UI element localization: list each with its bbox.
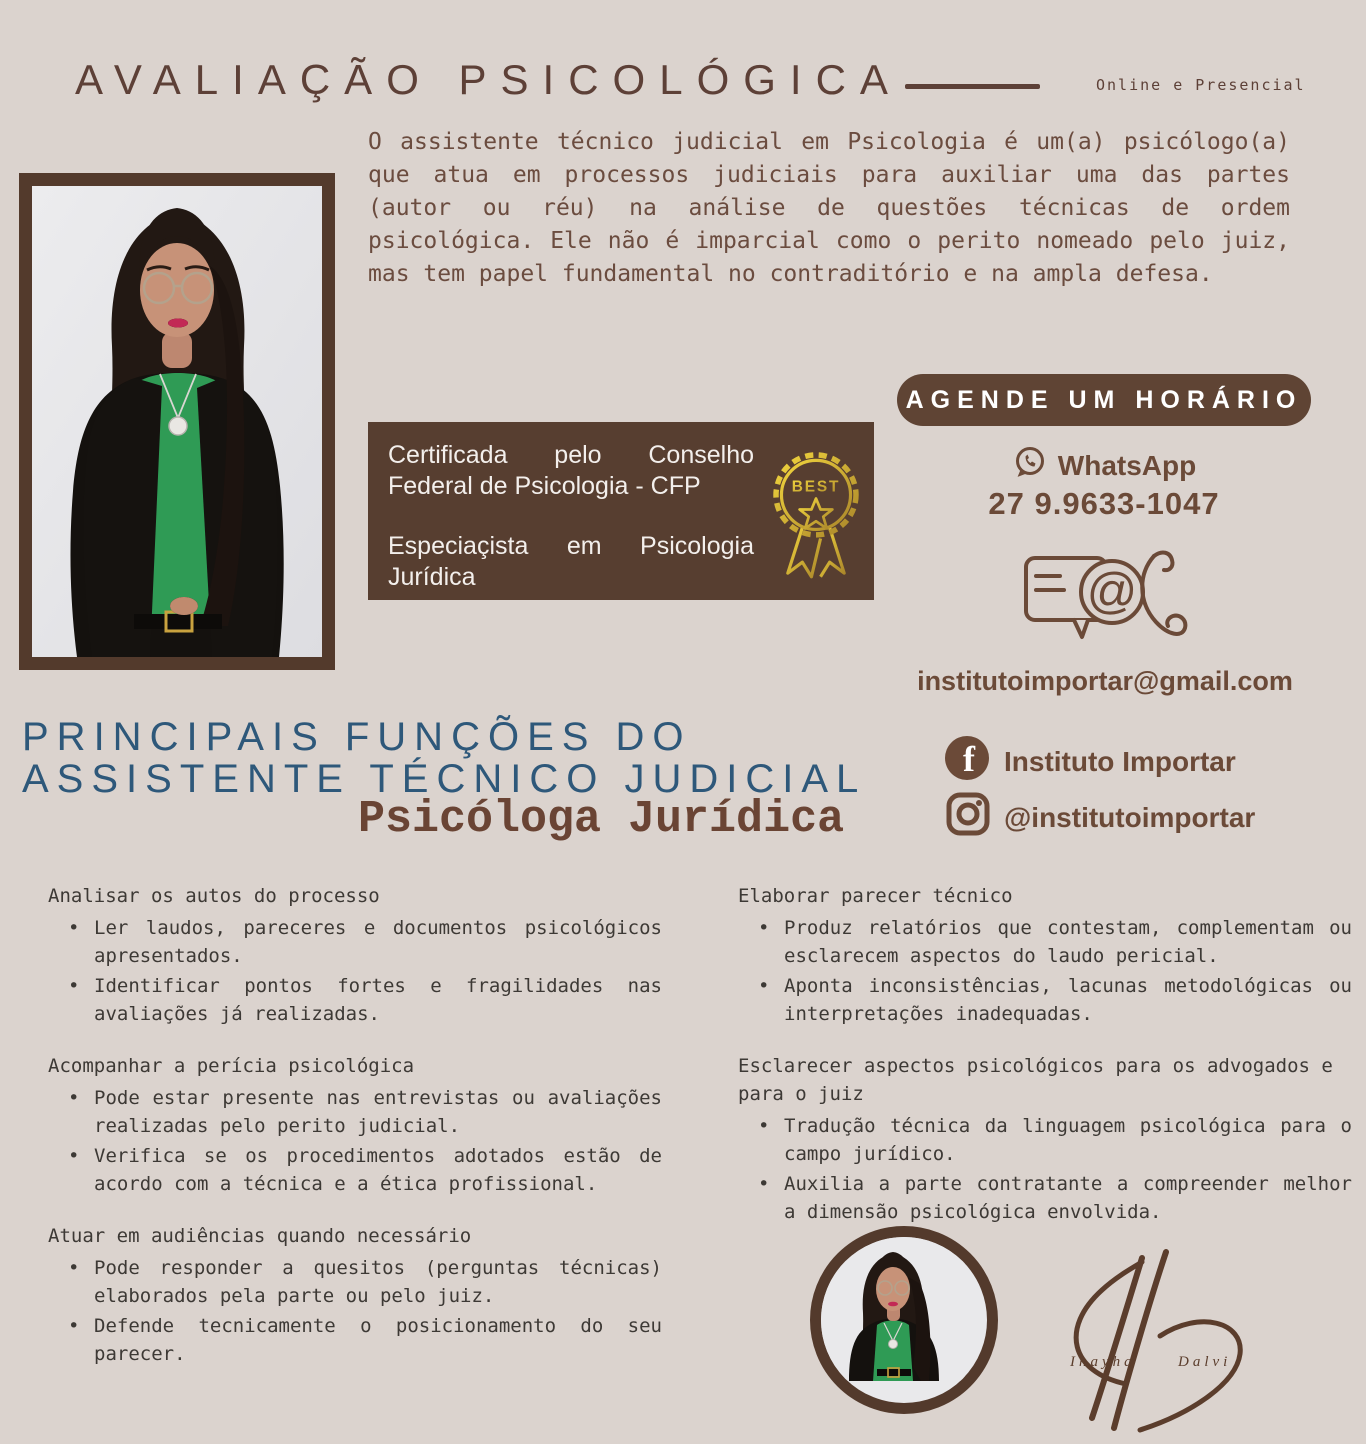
- whatsapp-row[interactable]: [897, 444, 1311, 487]
- functions-heading-line2: ASSISTENTE TÉCNICO JUDICIAL: [22, 757, 867, 801]
- phone-number[interactable]: 27 9.9633-1047: [988, 486, 1220, 521]
- bullet-item: • Defende tecnicamente o posicionamento do seu parecer.: [48, 1312, 662, 1368]
- badge-label: BEST: [791, 478, 841, 496]
- title-divider-line: [905, 84, 1040, 89]
- instagram-row[interactable]: [946, 792, 1255, 843]
- signature-last-name: Dalvi: [1178, 1354, 1232, 1370]
- instagram-icon: [946, 792, 990, 843]
- functions-subtitle: Psicóloga Jurídica: [358, 794, 845, 845]
- bullet-item: • Ler laudos, pareceres e documentos psicológicos apresentados.: [48, 914, 662, 970]
- avatar: [810, 1226, 998, 1414]
- functions-heading: [22, 716, 866, 800]
- section-title: Acompanhar a perícia psicológica: [48, 1055, 415, 1077]
- bullet-item: • Verifica se os procedimentos adotados estão de acordo com a técnica e a ética profissional.: [48, 1142, 662, 1198]
- bullet-item: • Pode estar presente nas entrevistas ou avaliações realizadas pelo perito judicial.: [48, 1084, 662, 1140]
- page-title: AVALIAÇÃO PSICOLÓGICA: [75, 56, 902, 103]
- section-title: Analisar os autos do processo: [48, 885, 380, 907]
- email-address[interactable]: institutoimportar@gmail.com: [917, 666, 1293, 696]
- section-esclarecer: [738, 1052, 1352, 1226]
- facebook-row[interactable]: [944, 735, 1236, 788]
- intro-paragraph: O assistente técnico judicial em Psicologia é um(a) psicólogo(a) que atua em processos judiciais para auxiliar uma das partes (autor ou réu) na análise de questões técnicas de ordem psicológica. Ele não é imparcial como o perito nomeado pelo juiz, mas tem papel fundamental no contraditório e na ampla defesa.: [368, 129, 1290, 287]
- signature-logo: [1040, 1244, 1265, 1444]
- best-badge-icon: [766, 446, 866, 587]
- portrait-illustration: [32, 186, 322, 657]
- section-atuar: [48, 1222, 662, 1368]
- portrait-photo: [19, 173, 335, 670]
- at-symbol: @: [1086, 563, 1138, 619]
- whatsapp-label: WhatsApp: [1057, 449, 1197, 481]
- bullet-item: • Pode responder a quesitos (perguntas técnicas) elaborados pela parte ou pelo juiz.: [48, 1254, 662, 1310]
- credential-line-1: Certificada pelo Conselho Federal de Psicologia - CFP: [388, 441, 754, 500]
- section-analisar: [48, 882, 662, 1028]
- functions-heading-line1: PRINCIPAIS FUNÇÕES DO: [22, 715, 692, 759]
- credentials-box: [368, 422, 874, 600]
- section-title: Esclarecer aspectos psicológicos para os advogados e para o juiz: [738, 1055, 1333, 1105]
- instagram-label: @institutoimportar: [1004, 801, 1256, 833]
- section-elaborar: [738, 882, 1352, 1028]
- facebook-letter: f: [963, 739, 975, 779]
- section-acompanhar: [48, 1052, 662, 1198]
- facebook-label: Instituto Importar: [1004, 745, 1236, 777]
- bullet-item: • Auxilia a parte contratante a compreender melhor a dimensão psicológica envolvida.: [738, 1170, 1352, 1226]
- schedule-button[interactable]: AGENDE UM HORÁRIO: [897, 374, 1311, 426]
- bullet-item: • Identificar pontos fortes e fragilidades nas avaliações já realizadas.: [48, 972, 662, 1028]
- section-title: Atuar em audiências quando necessário: [48, 1225, 472, 1247]
- email-phone-icon: [1018, 540, 1190, 667]
- bullet-item: • Tradução técnica da linguagem psicológica para o campo jurídico.: [738, 1112, 1352, 1168]
- facebook-icon: [944, 735, 990, 788]
- section-title: Elaborar parecer técnico: [738, 885, 1013, 907]
- bullet-item: • Produz relatórios que contestam, complementam ou esclarecem aspectos do laudo pericial.: [738, 914, 1352, 970]
- signature-first-name: Inayha: [1070, 1354, 1136, 1370]
- credential-line-2: Especiaçista em Psicologia Jurídica: [388, 532, 754, 591]
- whatsapp-icon: [1012, 444, 1048, 487]
- bullet-item: • Aponta inconsistências, lacunas metodológicas ou interpretações inadequadas.: [738, 972, 1352, 1028]
- mode-label: Online e Presencial: [1096, 76, 1306, 94]
